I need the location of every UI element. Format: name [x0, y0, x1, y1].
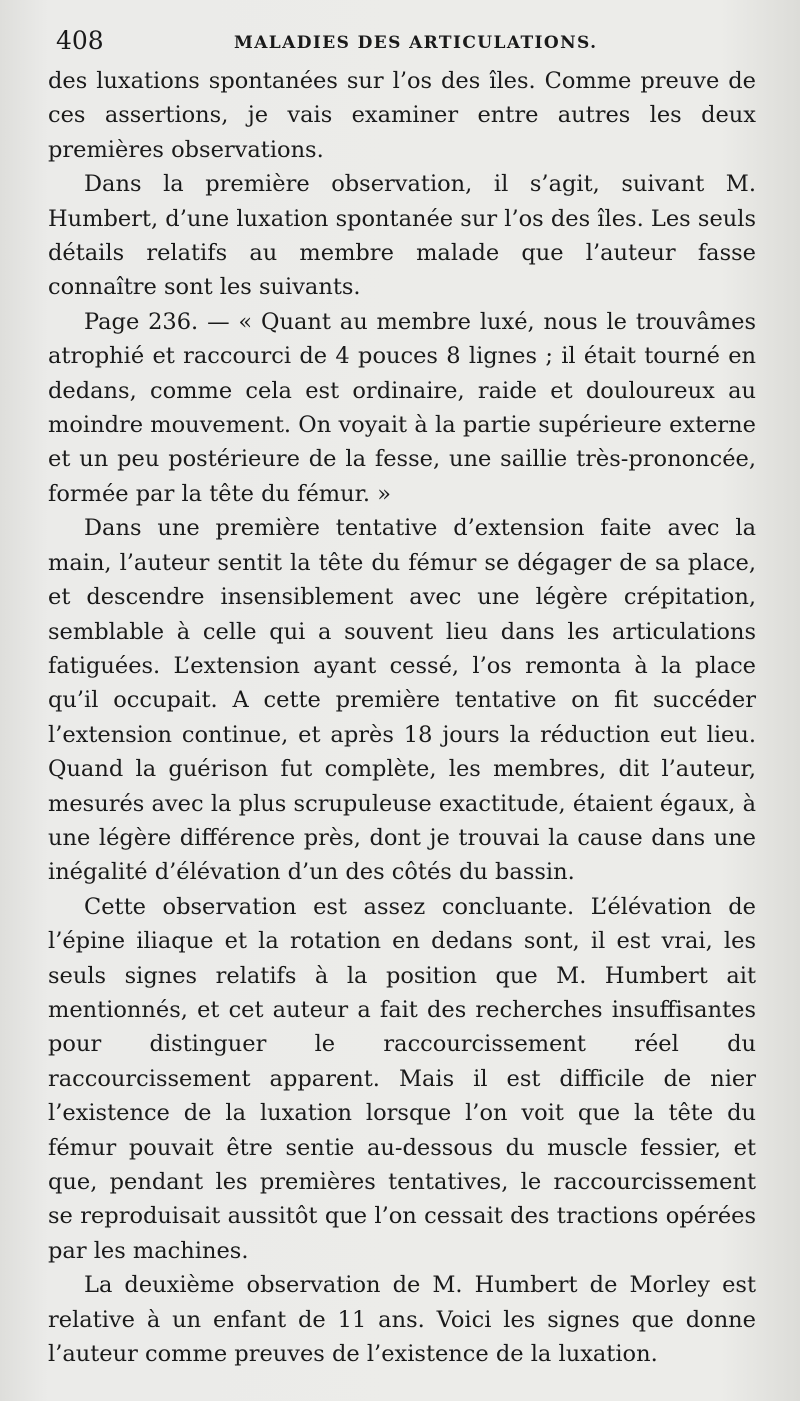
- paragraph-first-observation: Dans la première observation, il s’agit, suivant M. Humbert, d’une luxation spontanée sur l’os des îles. Les seuls détails relatifs au membre malade que l’auteur fasse connaître sont les suivants.: [48, 171, 756, 301]
- page-number: 408: [56, 26, 104, 55]
- running-head: [56, 26, 756, 56]
- paragraph-quotation: Page 236. — « Quant au membre luxé, nous le trouvâmes atrophié et raccourci de 4 pouces 8 lignes ; il était tourné en dedans, comme cela est ordinaire, raide et douloureux au moindre mouvement. On voyait à la partie supérieure externe et un peu postérieure de la fesse, une saillie très-prononcée, formée par la tête du fémur. »: [48, 308, 756, 507]
- paragraph-extension: Dans une première tentative d’extension faite avec la main, l’auteur sentit la tête du fémur se dégager de sa place, et descendre insensiblement avec une légère crépitation, semblable à celle qui a souvent lieu dans les articulations fatiguées. L’extension ayant cessé, l’os remonta à la place qu’il occupait. A cette première tentative on fit succéder l’extension continue, et après 18 jours la réduction eut lieu. Quand la guérison fut complète, les membres, dit l’auteur, mesurés avec la plus scrupuleuse exactitude, étaient égaux, à une légère différence près, dont je trouvai la cause dans une inégalité d’élévation d’un des côtés du bassin.: [48, 515, 756, 886]
- body-text: [48, 64, 756, 1371]
- paragraph-continuation: des luxations spontanées sur l’os des îles. Comme preuve de ces assertions, je vais examiner entre autres les deux premières observations.: [48, 68, 756, 163]
- paragraph-second-observation: La deuxième observation de M. Humbert de Morley est relative à un enfant de 11 ans. Voici les signes que donne l’auteur comme preuves de l’existence de la luxation.: [48, 1272, 756, 1368]
- paragraph-conclusion: Cette observation est assez concluante. L’élévation de l’épine iliaque et la rotation en dedans sont, il est vrai, les seuls signes relatifs à la position que M. Humbert ait mentionnés, et cet auteur a fait des recherches insuffisantes pour distinguer le raccourcissement réel du raccourcissement apparent. Mais il est difficile de nier l’existence de la luxation lorsque l’on voit que la tête du fémur pouvait être sentie au-dessous du muscle fessier, et que, pendant les premières tentatives, le raccourcissement se reproduisait aussitôt que l’on cessait des tractions opérées par les machines.: [48, 893, 756, 1264]
- running-title: MALADIES DES ARTICULATIONS.: [234, 33, 598, 53]
